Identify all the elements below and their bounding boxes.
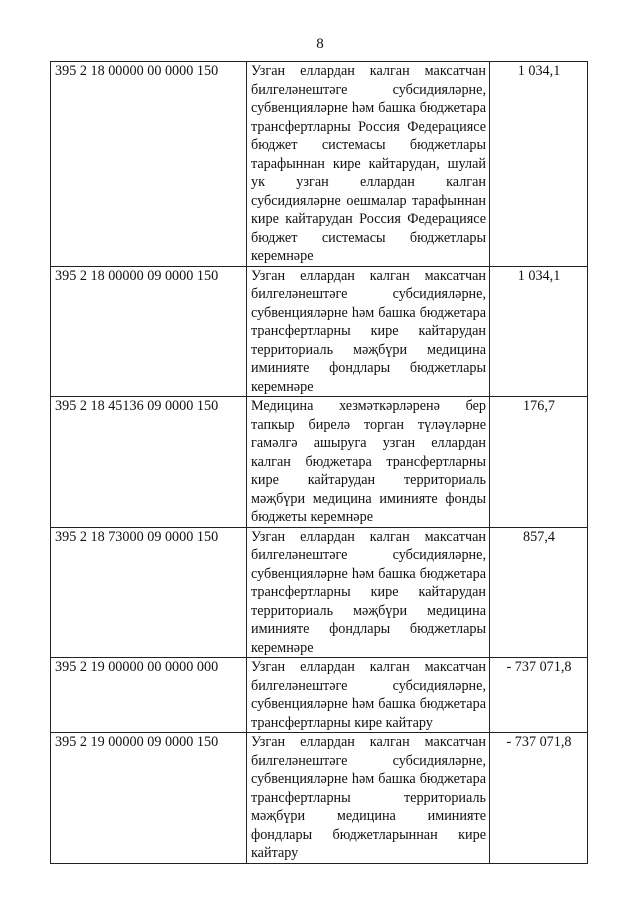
amount-cell: - 737 071,8 (490, 733, 588, 864)
description-cell: Узган еллардан калган максатчан билгеләнештәге субсидияләрне, субвенцияләрне һәм башка бюджетара трансфертларны территориаль мәҗбүри медицина иминияте фондлары бюджетларыннан кире кайтару (247, 733, 490, 864)
table-row (51, 658, 588, 733)
table-row (51, 733, 588, 864)
budget-code-cell: 395 2 18 45136 09 0000 150 (51, 397, 247, 528)
amount-cell: 1 034,1 (490, 266, 588, 397)
description-cell: Узган еллардан калган максатчан билгеләнештәге субсидияләрне, субвенцияләрне һәм башка бюджетара трансфертларны Россия Федерациясе бюджет системасы бюджетлары тарафыннан кире кайтарудан, шулай ук узган еллардан калган субсидияләрне оешмалар тарафыннан кире кайтарудан Россия Федерациясе бюджет системасы бюджетлары керемнәре (247, 62, 490, 267)
budget-code-cell: 395 2 19 00000 09 0000 150 (51, 733, 247, 864)
budget-code-cell: 395 2 19 00000 00 0000 000 (51, 658, 247, 733)
amount-cell: 176,7 (490, 397, 588, 528)
description-cell: Медицина хезмәткәрләренә бер тапкыр бирелә торган түләүләрне гамәлгә ашыруга узган еллардан калган бюджетара трансфертларны кире кайтарудан территориаль мәҗбүри медицина иминияте фонды бюджеты керемнәре (247, 397, 490, 528)
table-row (51, 397, 588, 528)
amount-cell: - 737 071,8 (490, 658, 588, 733)
table-row (51, 266, 588, 397)
description-cell: Узган еллардан калган максатчан билгеләнештәге субсидияләрне, субвенцияләрне һәм башка бюджетара трансфертларны кире кайтару (247, 658, 490, 733)
budget-code-cell: 395 2 18 00000 00 0000 150 (51, 62, 247, 267)
budget-code-cell: 395 2 18 73000 09 0000 150 (51, 527, 247, 658)
amount-cell: 1 034,1 (490, 62, 588, 267)
amount-cell: 857,4 (490, 527, 588, 658)
table-row (51, 62, 588, 267)
description-cell: Узган еллардан калган максатчан билгеләнештәге субсидияләрне, субвенцияләрне һәм башка бюджетара трансфертларны кире кайтарудан территориаль мәҗбүри медицина иминияте фондлары бюджетлары керемнәре (247, 527, 490, 658)
budget-code-cell: 395 2 18 00000 09 0000 150 (51, 266, 247, 397)
budget-classification-table (50, 61, 588, 864)
page-number: 8 (316, 36, 324, 52)
description-cell: Узган еллардан калган максатчан билгеләнештәге субсидияләрне, субвенцияләрне һәм башка бюджетара трансфертларны кире кайтарудан территориаль мәҗбүри медицина иминияте фондлары бюджетлары керемнәре (247, 266, 490, 397)
table-row (51, 527, 588, 658)
